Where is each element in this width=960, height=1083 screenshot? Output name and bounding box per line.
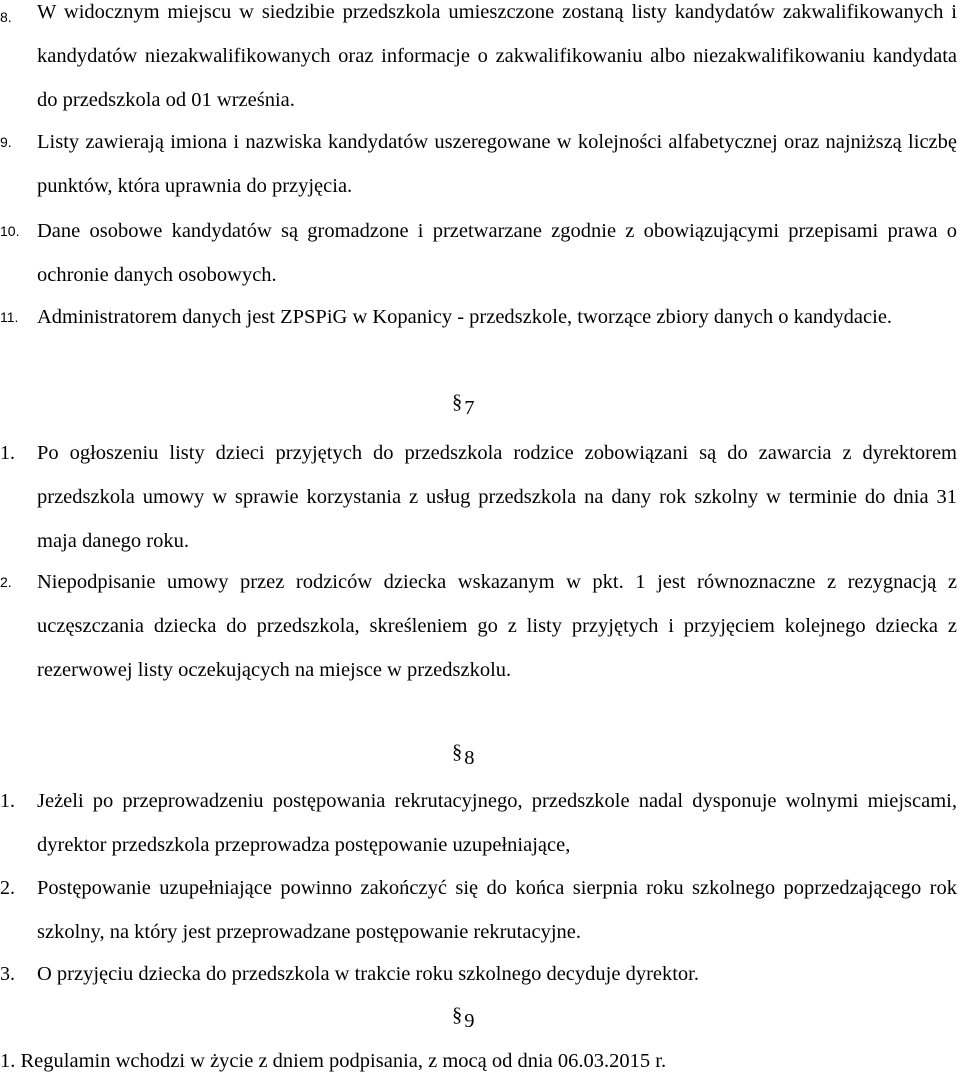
item-text: Jeżeli po przeprowadzeniu postępowania rekrutacyjnego, przedszkole nadal dysponuje wolnymi miejscami, dyrektor przedszkola przeprowadza postępowanie uzupełniające, (37, 790, 957, 856)
section-number: 8 (464, 747, 475, 769)
item-text: Dane osobowe kandydatów są gromadzone i przetwarzane zgodnie z obowiązującymi przepisami prawa o ochronie danych osobowych. (37, 220, 957, 286)
item-number: 9. (0, 134, 12, 150)
item-text: Listy zawierają imiona i nazwiska kandydatów uszeregowane w kolejności alfabetycznej oraz najniższą liczbę punktów, która uprawnia do przyjęcia. (37, 131, 957, 197)
item-text: Postępowanie uzupełniające powinno zakończyć się do końca sierpnia roku szkolnego poprzedzającego rok szkolny, na który jest przeprowadzane postępowanie rekrutacyjne. (37, 877, 957, 943)
section-number: 7 (464, 397, 475, 419)
section-number: 9 (464, 1010, 475, 1032)
item-number: 2. (0, 877, 15, 899)
item-number: 3. (0, 963, 15, 985)
section-heading (452, 741, 475, 770)
final-clause-text: 1. Regulamin wchodzi w życie z dniem podpisania, z mocą od dnia 06.03.2015 r. (0, 1050, 667, 1072)
item-number: 8. (0, 9, 12, 25)
item-number: 11. (0, 309, 19, 325)
item-number: 10. (0, 223, 20, 239)
section-symbol: § (452, 391, 463, 413)
item-number: 1. (0, 790, 15, 812)
item-number: 1. (0, 442, 15, 464)
section-heading (452, 1004, 475, 1033)
item-text: O przyjęciu dziecka do przedszkola w trakcie roku szkolnego decyduje dyrektor. (37, 963, 700, 985)
section-symbol: § (452, 741, 463, 763)
section-heading (452, 391, 475, 420)
item-number: 2. (0, 574, 12, 590)
item-text: Niepodpisanie umowy przez rodziców dziecka wskazanym w pkt. 1 jest równoznaczne z rezygnacją z uczęszczania dziecka do przedszkola, skreśleniem go z listy przyjętych i przyjęciem kolejnego dziecka z rezerwowej listy oczekujących na miejsce w przedszkolu. (37, 571, 957, 681)
item-text: Administratorem danych jest ZPSPiG w Kopanicy - przedszkole, tworzące zbiory danych o kandydacie. (37, 306, 893, 328)
item-text: Po ogłoszeniu listy dzieci przyjętych do przedszkola rodzice zobowiązani są do zawarcia z dyrektorem przedszkola umowy w sprawie korzystania z usług przedszkola na dany rok szkolny w terminie do dnia 31 maja danego roku. (37, 442, 957, 552)
item-text: W widocznym miejscu w siedzibie przedszkola umieszczone zostaną listy kandydatów zakwalifikowanych i kandydatów niezakwalifikowanych oraz informacje o zakwalifikowaniu albo niezakwalifikowaniu kandydata do przedszkola od 01 września. (37, 1, 957, 111)
section-symbol: § (452, 1004, 463, 1026)
